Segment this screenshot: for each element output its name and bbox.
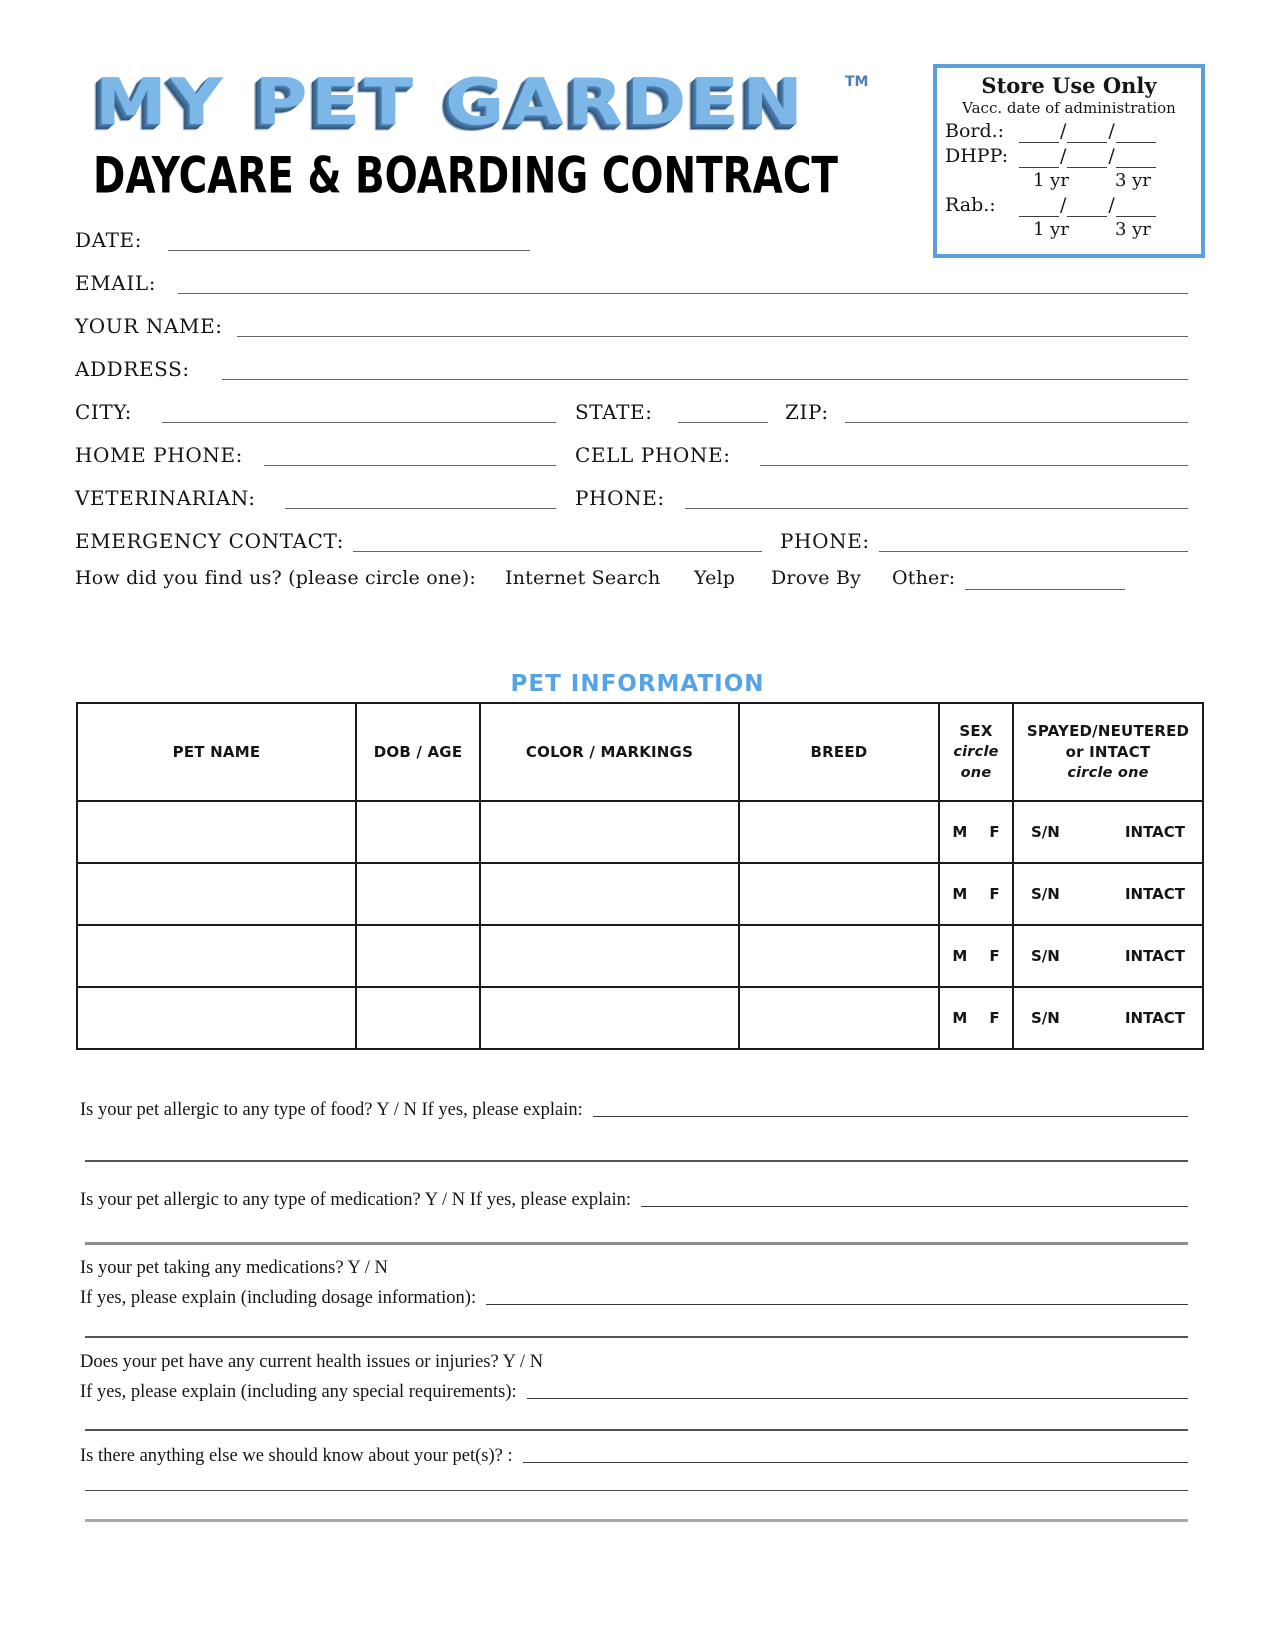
dob-age-cell[interactable]: [356, 863, 480, 925]
header-spay-circle-one: circle one: [1067, 764, 1149, 781]
spay-option-intact[interactable]: INTACT: [1124, 823, 1185, 841]
sex-option-m[interactable]: M: [952, 823, 968, 841]
date-input-line[interactable]: [168, 250, 530, 251]
dhpp-date-row: [945, 143, 1193, 168]
color-markings-cell[interactable]: [480, 863, 739, 925]
city-label: CITY:: [75, 400, 133, 424]
slash-separator: /: [1060, 119, 1067, 142]
pet-row-2: [77, 863, 1203, 925]
question-text: Is there anything else we should know about your pet(s)? :: [80, 1446, 513, 1466]
zip-input-line[interactable]: [845, 422, 1188, 423]
rabies-date-row: [945, 192, 1193, 217]
header-color-markings: COLOR / MARKINGS: [480, 703, 739, 801]
spay-option-sn[interactable]: S/N: [1031, 1009, 1060, 1027]
dhpp-year-options: [945, 168, 1193, 192]
header-spayed-neutered: [1013, 703, 1203, 801]
dob-age-cell[interactable]: [356, 801, 480, 863]
answer-line[interactable]: [85, 1336, 1188, 1338]
three-year-option[interactable]: 3 yr: [1114, 218, 1151, 240]
contract-title: DAYCARE & BOARDING CONTRACT: [93, 146, 838, 205]
email-input-line[interactable]: [178, 293, 1188, 294]
emergency-phone-input-line[interactable]: [879, 551, 1188, 552]
spay-option-intact[interactable]: INTACT: [1124, 1009, 1185, 1027]
bordetella-label: Bord.:: [945, 119, 1005, 142]
header-spay-line1: SPAYED/NEUTERED: [1026, 721, 1190, 740]
address-label: ADDRESS:: [75, 357, 190, 381]
your-name-label: YOUR NAME:: [75, 314, 223, 338]
header-breed: BREED: [739, 703, 939, 801]
pet-name-cell[interactable]: [77, 801, 356, 863]
emergency-phone-label: PHONE:: [780, 529, 870, 553]
other-label: Other:: [892, 567, 956, 589]
question-text: Is your pet taking any medications? Y / N: [80, 1258, 388, 1278]
answer-line[interactable]: [85, 1242, 1188, 1245]
question-food-allergy: [80, 1100, 1188, 1121]
dhpp-date-blank[interactable]: [1019, 152, 1059, 168]
pet-information-table: [76, 702, 1204, 1050]
question-taking-medications: [80, 1258, 1188, 1309]
store-use-only-box: [933, 64, 1205, 258]
breed-cell[interactable]: [739, 801, 939, 863]
dhpp-label: DHPP:: [945, 144, 1009, 167]
answer-line[interactable]: [85, 1519, 1188, 1522]
question-text: If yes, please explain (including dosage information):: [80, 1288, 477, 1308]
color-markings-cell[interactable]: [480, 801, 739, 863]
sex-option-m[interactable]: M: [952, 885, 968, 903]
three-year-option[interactable]: 3 yr: [1114, 169, 1151, 191]
option-internet-search[interactable]: Internet Search: [505, 567, 661, 589]
state-label: STATE:: [575, 400, 653, 424]
answer-line[interactable]: [593, 1116, 1188, 1117]
rabies-date-blank[interactable]: [1019, 201, 1059, 217]
pet-row-4: [77, 987, 1203, 1049]
email-label: EMAIL:: [75, 271, 157, 295]
option-yelp[interactable]: Yelp: [694, 567, 736, 589]
rabies-year-options: [945, 217, 1193, 241]
spay-option-sn[interactable]: S/N: [1031, 823, 1060, 841]
breed-cell[interactable]: [739, 925, 939, 987]
answer-line[interactable]: [85, 1490, 1188, 1491]
question-text: Does your pet have any current health issues or injuries? Y / N: [80, 1352, 544, 1372]
header-sex-title: SEX: [959, 722, 993, 741]
sex-option-m[interactable]: M: [952, 947, 968, 965]
slash-separator: /: [1108, 193, 1115, 216]
header-sex-one: one: [960, 764, 992, 781]
breed-cell[interactable]: [739, 987, 939, 1049]
bordetella-date-blank[interactable]: [1067, 127, 1107, 143]
one-year-option[interactable]: 1 yr: [1033, 218, 1069, 240]
breed-cell[interactable]: [739, 863, 939, 925]
slash-separator: /: [1108, 144, 1115, 167]
slash-separator: /: [1060, 144, 1067, 167]
address-input-line[interactable]: [222, 379, 1188, 380]
header-sex-circle: circle: [953, 744, 999, 761]
date-label: DATE:: [75, 228, 143, 252]
home-phone-label: HOME PHONE:: [75, 443, 244, 467]
color-markings-cell[interactable]: [480, 987, 739, 1049]
home-phone-input-line[interactable]: [264, 465, 556, 466]
pet-name-cell[interactable]: [77, 863, 356, 925]
question-anything-else: [80, 1446, 1188, 1467]
rabies-date-blank[interactable]: [1067, 201, 1107, 217]
answer-line[interactable]: [85, 1429, 1188, 1431]
my-pet-garden-logo: MY PET GARDEN: [95, 66, 807, 140]
spay-option-sn[interactable]: S/N: [1031, 947, 1060, 965]
question-text: Is your pet allergic to any type of food? Y / N If yes, please explain:: [80, 1100, 583, 1120]
vet-phone-input-line[interactable]: [685, 508, 1188, 509]
other-input-line[interactable]: [965, 589, 1125, 590]
spay-option-sn[interactable]: S/N: [1031, 885, 1060, 903]
how-found-label: How did you find us? (please circle one):: [75, 567, 476, 589]
emergency-contact-label: EMERGENCY CONTACT:: [75, 529, 345, 553]
header-sex: [939, 703, 1013, 801]
cell-phone-input-line[interactable]: [760, 465, 1188, 466]
state-input-line[interactable]: [678, 422, 768, 423]
emergency-contact-input-line[interactable]: [353, 551, 762, 552]
cell-phone-label: CELL PHONE:: [575, 443, 731, 467]
sex-option-m[interactable]: M: [952, 1009, 968, 1027]
header-spay-line2: or INTACT: [1065, 742, 1151, 761]
spay-option-intact[interactable]: INTACT: [1124, 947, 1185, 965]
header-dob-age: DOB / AGE: [356, 703, 480, 801]
header-pet-name: PET NAME: [77, 703, 356, 801]
question-text: If yes, please explain (including any special requirements):: [80, 1382, 517, 1402]
trademark-mark: TM: [845, 74, 869, 90]
bordetella-date-row: [945, 118, 1193, 143]
rabies-date-blank[interactable]: [1116, 201, 1156, 217]
sex-option-f[interactable]: F: [989, 885, 1000, 903]
dhpp-date-blank[interactable]: [1067, 152, 1107, 168]
answer-line[interactable]: [85, 1160, 1188, 1162]
bordetella-date-blank[interactable]: [1019, 127, 1059, 143]
veterinarian-label: VETERINARIAN:: [75, 486, 256, 510]
answer-line[interactable]: [486, 1304, 1188, 1305]
answer-line[interactable]: [641, 1206, 1188, 1207]
answer-line[interactable]: [527, 1398, 1188, 1399]
option-drove-by[interactable]: Drove By: [771, 567, 862, 589]
question-health-issues: [80, 1352, 1188, 1403]
store-box-subtitle: Vacc. date of administration: [962, 98, 1176, 117]
store-box-title: Store Use Only: [981, 73, 1157, 98]
bordetella-date-blank[interactable]: [1116, 127, 1156, 143]
sex-option-f[interactable]: F: [989, 823, 1000, 841]
dob-age-cell[interactable]: [356, 987, 480, 1049]
slash-separator: /: [1108, 119, 1115, 142]
question-medication-allergy: [80, 1190, 1188, 1211]
veterinarian-input-line[interactable]: [285, 508, 556, 509]
question-text: Is your pet allergic to any type of medication? Y / N If yes, please explain:: [80, 1190, 632, 1210]
color-markings-cell[interactable]: [480, 925, 739, 987]
your-name-input-line[interactable]: [237, 336, 1188, 337]
dob-age-cell[interactable]: [356, 925, 480, 987]
spay-option-intact[interactable]: INTACT: [1124, 885, 1185, 903]
zip-label: ZIP:: [785, 400, 829, 424]
rabies-label: Rab.:: [945, 193, 996, 216]
slash-separator: /: [1060, 193, 1067, 216]
pet-name-cell[interactable]: [77, 987, 356, 1049]
pet-row-3: [77, 925, 1203, 987]
pet-name-cell[interactable]: [77, 925, 356, 987]
pet-row-1: [77, 801, 1203, 863]
sex-option-f[interactable]: F: [989, 1009, 1000, 1027]
vet-phone-label: PHONE:: [575, 486, 665, 510]
sex-option-f[interactable]: F: [989, 947, 1000, 965]
dhpp-date-blank[interactable]: [1116, 152, 1156, 168]
answer-line[interactable]: [523, 1462, 1188, 1463]
pet-information-title: PET INFORMATION: [510, 671, 765, 697]
one-year-option[interactable]: 1 yr: [1033, 169, 1069, 191]
table-header-row: [77, 703, 1203, 801]
city-input-line[interactable]: [162, 422, 556, 423]
